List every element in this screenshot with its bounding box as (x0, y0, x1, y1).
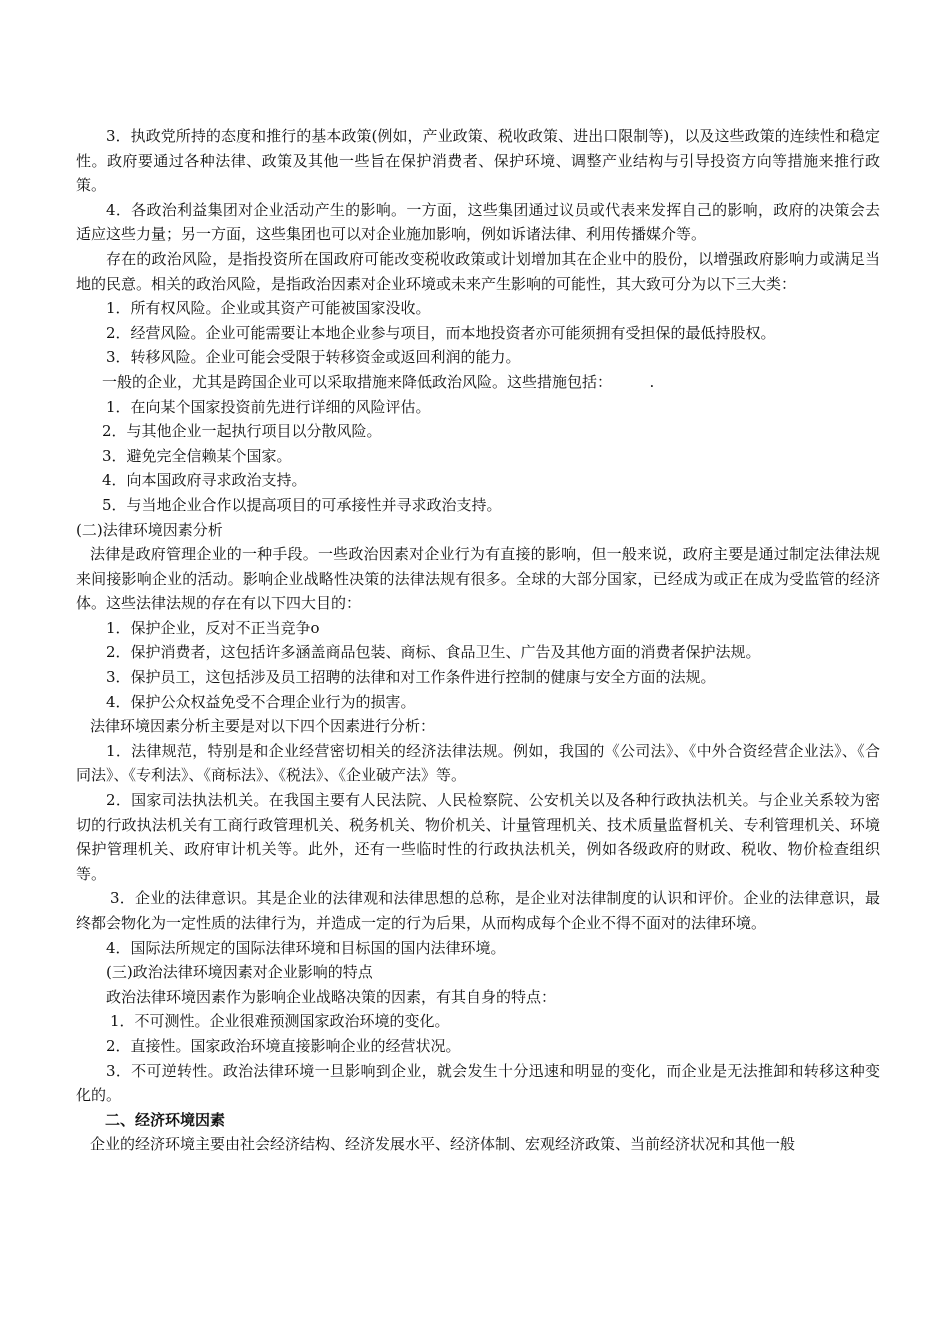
list-item: 3．转移风险。企业可能会受限于转移资金或返回利润的能力。 (106, 348, 521, 367)
paragraph: 一般的企业，尤其是跨国企业可以采取措施来降低政治风险。这些措施包括： . (102, 372, 655, 391)
list-item: 2．直接性。国家政治环境直接影响企业的经营状况。 (106, 1036, 461, 1055)
list-item: 1．不可测性。企业很难预测国家政治环境的变化。 (110, 1012, 450, 1031)
paragraph: 法律环境因素分析主要是对以下四个因素进行分析： (90, 717, 436, 736)
paragraph: 4．各政治利益集团对企业活动产生的影响。一方面，这些集团通过议员或代表来发挥自己的影响，政府的决策会去适应这些力量；另一方面，这些集团也可以对企业施加影响，例如诉诸法律、利用传播媒介等。 (76, 200, 880, 244)
section-heading: (三)政治法律环境因素对企业影响的特点 (106, 963, 373, 982)
list-item: 4．保护公众权益免受不合理企业行为的损害。 (106, 692, 416, 711)
list-item: 3．保护员工，这包括涉及员工招聘的法律和对工作条件进行控制的健康与安全方面的法规。 (106, 668, 716, 687)
paragraph: 政治法律环境因素作为影响企业战略决策的因素，有其自身的特点： (106, 987, 557, 1006)
list-item: 4．国际法所规定的国际法律环境和目标国的国内法律环境。 (106, 938, 506, 957)
list-item: 5．与当地企业合作以提高项目的可承接性并寻求政治支持。 (102, 495, 502, 514)
list-item: 3．企业的法律意识。其是企业的法律观和法律思想的总称，是企业对法律制度的认识和评价。企业的法律意识，最终都会物化为一定性质的法律行为，并造成一定的行为后果，从而构成每个企业不得不面对的法律环境。 (76, 889, 880, 932)
list-item: 2．与其他企业一起执行项目以分散风险。 (102, 422, 382, 441)
list-item: 3．不可逆转性。政治法律环境一旦影响到企业，就会发生十分迅速和明显的变化，而企业是无法推卸和转移这种变化的。 (76, 1061, 880, 1105)
paragraph: 存在的政治风险，是指投资所在国政府可能改变税收政策或计划增加其在企业中的股份，以增强政府影响力或满足当地的民意。相关的政治风险，是指政治因素对企业环境或未来产生影响的可能性，其大致可分为以下三大类： (76, 249, 880, 293)
list-item: 1．法律规范，特别是和企业经营密切相关的经济法律法规。例如，我国的《公司法》、《中外合资经营企业法》、《合同法》、《专利法》、《商标法》、《税法》、《企业破产法》等。 (76, 741, 880, 785)
paragraph: 3．执政党所持的态度和推行的基本政策(例如，产业政策、税收政策、进出口限制等)，以及这些政策的连续性和稳定性。政府要通过各种法律、政策及其他一些旨在保护消费者、保护环境、调整产业结构与引导投资方向等措施来推行政策。 (76, 127, 880, 195)
list-item: 2．保护消费者，这包括许多涵盖商品包装、商标、食品卫生、广告及其他方面的消费者保护法规。 (106, 643, 761, 662)
list-item: 1．保护企业，反对不正当竞争o (106, 618, 320, 637)
document-page (76, 124, 880, 1157)
section-heading: (二)法律环境因素分析 (76, 520, 223, 539)
list-item: 1．在向某个国家投资前先进行详细的风险评估。 (106, 397, 431, 416)
list-item: 1．所有权风险。企业或其资产可能被国家没收。 (106, 299, 431, 318)
list-item: 2．国家司法执法机关。在我国主要有人民法院、人民检察院、公安机关以及各种行政执法机关。与企业关系较为密切的行政执法机关有工商行政管理机关、税务机关、物价机关、计量管理机关、技术质量监督机关、专利管理机关、环境保护管理机关、政府审计机关等。此外，还有一些临时性的行政执法机关，例如各级政府的财政、税收、物价检查组织等。 (76, 791, 880, 883)
list-item: 3．避免完全信赖某个国家。 (102, 446, 292, 465)
paragraph: 法律是政府管理企业的一种手段。一些政治因素对企业行为有直接的影响，但一般来说，政府主要是通过制定法律法规来间接影响企业的活动。影响企业战略性决策的法律法规有很多。全球的大部分国家，已经成为或正在成为受监管的经济体。这些法律法规的存在有以下四大目的： (76, 545, 880, 613)
list-item: 4．向本国政府寻求政治支持。 (102, 471, 307, 490)
paragraph: 企业的经济环境主要由社会经济结构、经济发展水平、经济体制、宏观经济政策、当前经济状况和其他一般 (90, 1135, 796, 1154)
chapter-heading: 二、经济环境因素 (90, 1110, 226, 1129)
list-item: 2．经营风险。企业可能需要让本地企业参与项目，而本地投资者亦可能须拥有受担保的最低持股权。 (106, 323, 776, 342)
